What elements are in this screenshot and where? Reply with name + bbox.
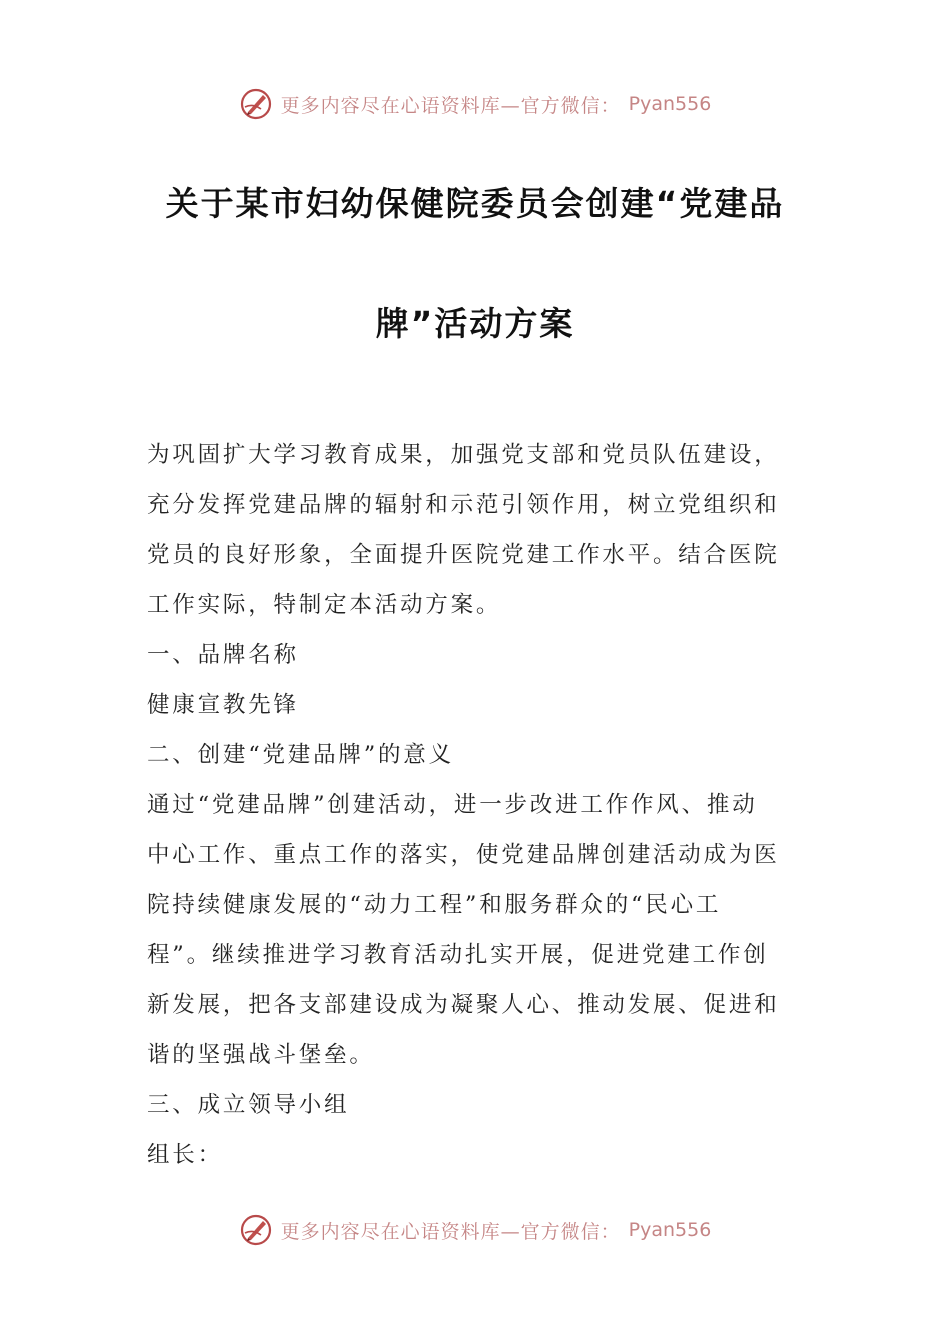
body-line: 新发展，把各支部建设成为凝聚人心、推动发展、促进和: [147, 992, 780, 1018]
footer-watermark: [0, 1210, 950, 1250]
section-heading-significance: 二、创建“党建品牌”的意义: [147, 742, 454, 768]
watermark-wechat-id: Pyan556: [628, 1219, 712, 1241]
watermark-text: 更多内容尽在心语资料库—官方微信：: [280, 94, 621, 117]
document-title-line-1: 关于某市妇幼保健院委员会创建“党建品: [165, 184, 785, 223]
document-title-line-2: 牌”活动方案: [375, 304, 575, 343]
document-body: [147, 430, 812, 1180]
body-line: 充分发挥党建品牌的辐射和示范引领作用，树立党组织和: [147, 492, 780, 518]
body-line: 中心工作、重点工作的落实，使党建品牌创建活动成为医: [147, 842, 780, 868]
body-line: 谐的坚强战斗堡垒。: [147, 1042, 375, 1068]
pen-logo-icon: [239, 1213, 273, 1247]
watermark-text: 更多内容尽在心语资料库—官方微信：: [280, 1220, 621, 1243]
body-line: 组长：: [147, 1142, 223, 1168]
body-line: 健康宣教先锋: [147, 692, 299, 718]
body-line: 党员的良好形象，全面提升医院党建工作水平。结合医院: [147, 542, 780, 568]
section-heading-leadership-group: 三、成立领导小组: [147, 1092, 350, 1118]
body-line: 程”。继续推进学习教育活动扎实开展，促进党建工作创: [147, 942, 769, 968]
body-line: 工作实际，特制定本活动方案。: [147, 592, 502, 618]
section-heading-brand-name: 一、品牌名称: [147, 642, 299, 668]
header-watermark: [0, 84, 950, 124]
body-line: 为巩固扩大学习教育成果，加强党支部和党员队伍建设，: [147, 442, 780, 468]
body-line: 院持续健康发展的“动力工程”和服务群众的“民心工: [147, 892, 722, 918]
pen-logo-icon: [239, 87, 273, 121]
body-line: 通过“党建品牌”创建活动，进一步改进工作作风、推动: [147, 792, 758, 818]
watermark-wechat-id: Pyan556: [628, 93, 712, 115]
